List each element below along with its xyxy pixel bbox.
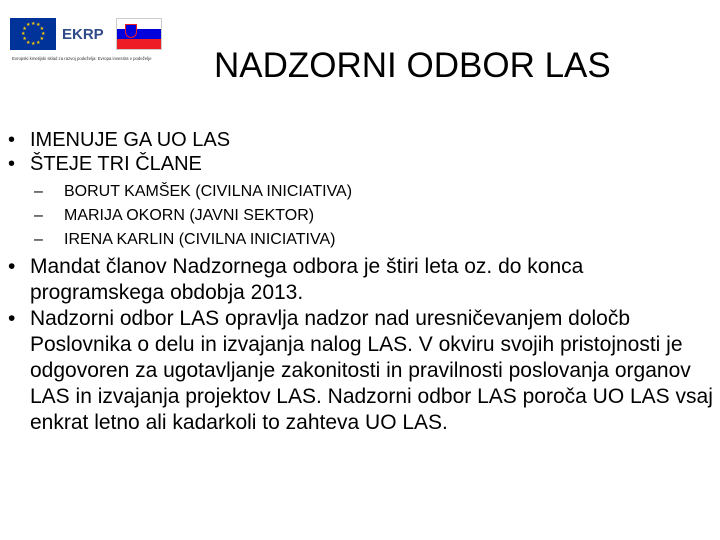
bullet-text: ŠTEJE TRI ČLANE (30, 153, 202, 175)
slovenia-flag-icon (116, 18, 162, 50)
bullet-text: IMENUJE GA UO LAS (30, 129, 231, 151)
slide-content (8, 128, 714, 436)
ekrp-logo (62, 20, 110, 50)
eu-star-icon: ★ (22, 36, 27, 42)
paragraph-mandate (8, 254, 714, 306)
ekrp-logo-text: EKRP (62, 26, 104, 43)
eu-star-icon: ★ (31, 21, 36, 27)
eu-star-icon: ★ (26, 22, 31, 29)
member-item (8, 228, 714, 252)
paragraph-text: Mandat članov Nadzornega odbora je štiri leta oz. do konca programskega obdobja 2013. (30, 255, 584, 304)
paragraph-text: Nadzorni odbor LAS opravlja nadzor nad uresničevanjem določb Poslovnika o delu in izvajanja nalog LAS. V okviru svojih pristojnosti je odgovoren za ugotavljanje zakonitosti in pravilnosti poslovanja organov LAS in izvajanja projektov LAS. Nadzorni odbor LAS poroča UO LAS vsaj enkrat letno ali kadarkoli to zahteva UO LAS. (30, 307, 713, 434)
member-item (8, 180, 714, 204)
logo-bar (10, 18, 160, 66)
dash-icon: – (34, 207, 43, 224)
member-item (8, 204, 714, 228)
dash-icon: – (34, 183, 43, 200)
eu-star-icon: ★ (26, 39, 31, 46)
member-text: IRENA KARLIN (CIVILNA INICIATIVA) (64, 231, 336, 248)
eu-star-icon: ★ (41, 31, 46, 37)
member-text: BORUT KAMŠEK (CIVILNA INICIATIVA) (64, 183, 353, 200)
dash-icon: – (34, 231, 43, 248)
bullet-item (8, 128, 714, 152)
eu-star-icon: ★ (31, 41, 36, 47)
eu-star-icon: ★ (21, 31, 26, 37)
bullet-dot-icon: • (8, 255, 16, 278)
eu-star-icon: ★ (36, 22, 41, 29)
eu-star-icon: ★ (36, 39, 41, 46)
eu-star-icon: ★ (22, 26, 27, 32)
bullet-dot-icon: • (8, 307, 16, 330)
logo-caption: Evropski kmetijski sklad za razvoj podeželja: Evropa investira v podeželje (12, 56, 152, 61)
paragraph-duties (8, 306, 714, 436)
eu-star-icon: ★ (39, 36, 45, 42)
bullet-item (8, 152, 714, 176)
bullet-dot-icon: • (8, 129, 16, 151)
eu-star-icon: ★ (39, 26, 45, 32)
eu-flag-icon (10, 18, 56, 50)
member-text: MARIJA OKORN (JAVNI SEKTOR) (64, 207, 315, 224)
slide-title: NADZORNI ODBOR LAS (214, 46, 611, 85)
bullet-dot-icon: • (8, 153, 16, 175)
